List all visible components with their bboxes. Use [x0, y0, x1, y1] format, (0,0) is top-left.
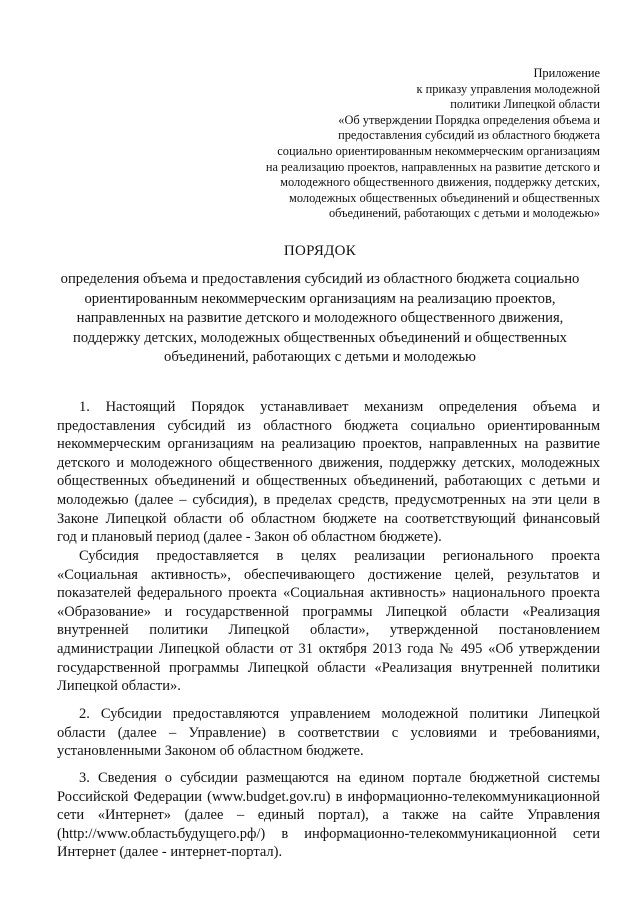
paragraph-line: администрации Липецкой области от 31 октября 2013 года № 495 «Об утверждении [57, 640, 600, 657]
paragraph-line: Интернет (далее - интернет-портал). [57, 844, 283, 861]
subtitle-line: направленных на развитие детского и молодежного общественного движения, [76, 310, 564, 326]
paragraph-line: 2. Субсидии предоставляются управлением молодежной политики Липецкой [79, 706, 600, 722]
paragraph-line: Липецкой области». [57, 678, 181, 695]
appendix-line: социально ориентированным некоммерческим организациям [277, 143, 600, 158]
appendix-line: «Об утверждении Порядка определения объема и [338, 112, 600, 127]
appendix-line: на реализацию проектов, направленных на развитие детского и [265, 159, 600, 174]
paragraph-line: 1. Настоящий Порядок устанавливает механизм определения объема и [79, 399, 600, 415]
appendix-line: предоставления субсидий из областного бюджета [338, 128, 600, 143]
paragraph-line: год и плановый период (далее - Закон об областном бюджете). [57, 529, 442, 546]
paragraph-line: (http://www.областьбудущего.рф/) в информационно-телекоммуникационной сети [57, 825, 600, 842]
paragraph-line: Законе Липецкой области об областном бюджете на соответствующий финансовый [57, 510, 600, 527]
appendix-header [240, 66, 600, 222]
paragraph-4 [57, 769, 600, 862]
subtitle-line: определения объема и предоставления субсидий из областного бюджета социально [60, 271, 580, 287]
document-title: ПОРЯДОК [283, 243, 357, 259]
paragraph-line: предоставления субсидий из областного бюджета социально ориентированным [57, 417, 600, 434]
appendix-line: молодежного общественного движения, поддержку детских, [280, 175, 600, 190]
paragraph-line: государственной программы Липецкой области «Реализация внутренней политики [57, 659, 600, 676]
paragraph-line: 3. Сведения о субсидии размещаются на едином портале бюджетной системы [79, 770, 600, 786]
paragraph-line: установленными Законом об областном бюджете. [57, 743, 364, 760]
subtitle-line: ориентированным некоммерческим организациям на реализацию проектов, [84, 290, 556, 307]
paragraph-1 [57, 398, 600, 547]
paragraph-line: Российской Федерации (www.budget.gov.ru) в информационно-телекоммуникационной [57, 788, 600, 805]
appendix-line: молодежных общественных объединений и общественных [289, 190, 600, 205]
subtitle-line: объединений, работающих с детьми и молодежью [164, 349, 476, 365]
paragraph-line: внутренней политики Липецкой области», утвержденной постановлением [57, 622, 600, 639]
subtitle-line: поддержку детских, молодежных общественных объединений и общественных [73, 329, 567, 346]
paragraph-line: показателей федерального проекта «Социальная активность» национального проекта [57, 585, 600, 602]
appendix-line: к приказу управления молодежной [416, 81, 600, 96]
paragraph-line: «Социальная активность», обеспечивающего достижение целей, результатов и [57, 566, 600, 583]
document-subtitle [30, 270, 610, 368]
appendix-line: политики Липецкой области [450, 97, 600, 112]
paragraph-line: некоммерческим организациям на реализацию проектов, направленных на развитие [57, 436, 600, 453]
paragraph-line: молодежью (далее – субсидия), в пределах средств, предусмотренных на эти цели в [57, 491, 600, 508]
paragraph-line: общественных объединений и общественных объединений, работающих с детьми и [57, 473, 600, 490]
appendix-line: объединений, работающих с детьми и молодежью» [328, 206, 600, 221]
paragraph-line: Субсидия предоставляется в целях реализации регионального проекта [79, 548, 600, 564]
paragraph-3 [57, 705, 600, 761]
paragraph-line: «Образование» и государственной программы Липецкой области «Реализация [57, 603, 600, 620]
appendix-line: Приложение [533, 66, 600, 80]
paragraph-line: сети «Интернет» (далее – единый портал), а также на сайте Управления [57, 807, 600, 824]
paragraph-line: области (далее – Управление) в соответствии с условиями и требованиями, [57, 724, 600, 741]
paragraph-line: детского и молодежного общественного движения, поддержку детских, молодежных [57, 454, 600, 471]
paragraph-2 [57, 547, 600, 696]
